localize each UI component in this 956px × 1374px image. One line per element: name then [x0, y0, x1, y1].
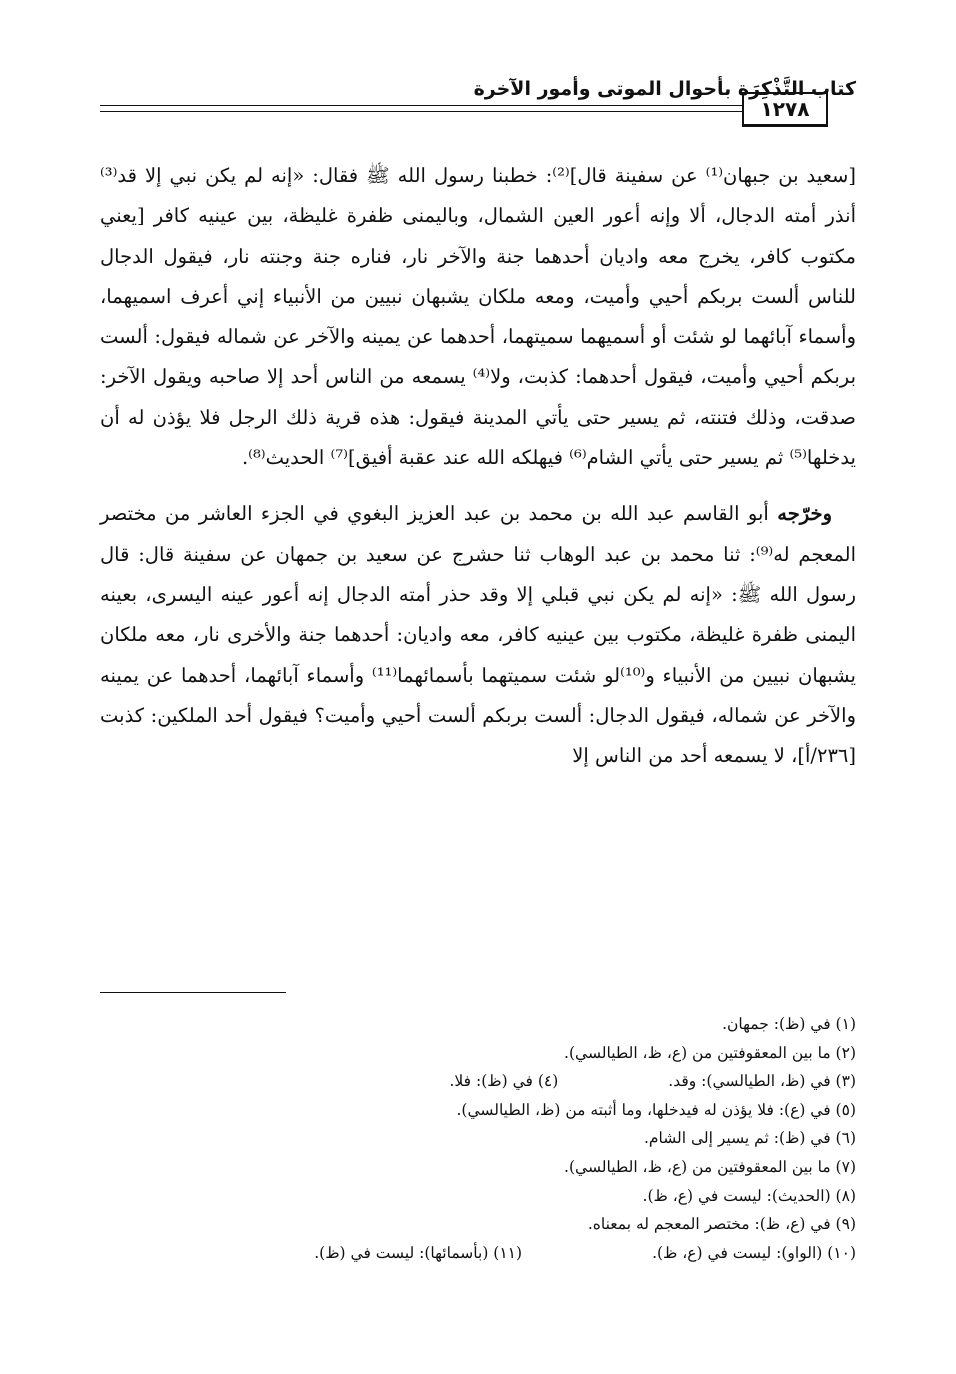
header-rule	[100, 105, 744, 106]
footnote-row	[100, 1067, 856, 1096]
footnote: (٩) في (ع، ظ): مختصر المعجم له بمعناه.	[587, 1215, 856, 1234]
footnote: (٨) (الحديث): ليست في (ع، ظ).	[642, 1186, 856, 1205]
footnote: (٧) ما بين المعقوفتين من (ع، ظ، الطيالسي).	[564, 1157, 856, 1176]
footnote: (١) في (ظ): جمهان.	[722, 1015, 856, 1033]
paragraph: [سعيد بن جبهان⁽¹⁾ عن سفينة قال]⁽²⁾: خطبنا رسول الله ﷺ فقال: «إنه لم يكن نبي إلا قد⁽³⁾ أنذر أمته الدجال، ألا وإنه أعور العين الشمال، وباليمنى ظفرة غليظة، بين عينيه كافر [يعني مكتوب كافر، يخرج معه واديان أحدهما جنة والآخر نار، فناره جنة وجنته نار، فيقول الدجال للناس ألست بربكم أحيي وأميت، ومعه ملكان يشبهان نبيين من الأنبياء إني أعرف اسميهما، وأسماء آبائهما لو شئت أو أسميهما سميتهما، أحدهما عن يمينه والآخر عن شماله فيقول: ألست بربكم أحيي وأميت، فيقول أحدهما: كذبت، ولا⁽⁴⁾ يسمعه من الناس أحد إلا صاحبه ويقول الآخر: صدقت، وذلك فتنته، ثم يسير حتى يأتي المدينة فيقول: هذه قرية ذلك الرجل فلا يؤذن له أن يدخلها⁽⁵⁾ ثم يسير حتى يأتي الشام⁽⁶⁾ فيهلكه الله عند عقبة أفيق]⁽⁷⁾ الحديث⁽⁸⁾.	[100, 164, 856, 470]
paragraph-text: أبو القاسم عبد الله بن محمد بن عبد العزيز البغوي في الجزء العاشر من مختصر المعجم له⁽⁹⁾: ثنا محمد بن عبد الوهاب ثنا حشرج عن سعيد بن جمهان عن سفينة قال: قال رسول الله ﷺ: «إنه لم يكن نبي قبلي إلا وقد حذر أمته الدجال إنه أعور عينه اليسرى، بعينه اليمنى ظفرة غليظة، مكتوب بين عينيه كافر، معه واديان: أحدهما جنة والأخرى نار، معه ملكان يشبهان نبيين من الأنبياء و⁽¹⁰⁾لو شئت سميتهما بأسمائهما⁽¹¹⁾ وأسماء آبائهما، أحدهما عن يمينه والآخر عن شماله، فيقول الدجال: ألست بربكم ألست أحيي وأميت؟ فيقول أحد الملكين: كذبت [٢٣٦/أ]، لا يسمعه أحد من الناس إلا	[100, 502, 856, 768]
footnote: (٤) في (ظ): فلا.	[449, 1072, 559, 1091]
footnote: (١١) (بأسمائها): ليست في (ظ).	[314, 1243, 523, 1262]
footnote: (٦) في (ظ): ثم يسير إلى الشام.	[643, 1129, 856, 1148]
main-text	[100, 156, 856, 776]
page-number: ١٢٧٨	[742, 92, 828, 127]
header-rule-double	[100, 111, 744, 112]
footnote: (٥) في (ع): فلا يؤذن له فيدخلها، وما أثبته من (ظ، الطيالسي).	[456, 1100, 856, 1119]
footnote-row	[100, 1239, 856, 1268]
footnotes	[100, 1010, 856, 1267]
page-header	[100, 78, 856, 128]
paragraph-lead-word: وخرّجه	[777, 502, 832, 526]
footnote: (١٠) (الواو): ليست في (ع، ظ).	[652, 1243, 856, 1262]
paragraph	[100, 494, 856, 776]
running-title: كتاب التَّذْكِرَة بأحوال الموتى وأمور الآخرة	[473, 78, 856, 100]
footnote: (٣) في (ظ، الطيالسي): وقد.	[668, 1072, 856, 1091]
footnote: (٢) ما بين المعقوفتين من (ع، ظ، الطيالسي).	[564, 1043, 856, 1062]
footnote-separator	[100, 992, 286, 993]
